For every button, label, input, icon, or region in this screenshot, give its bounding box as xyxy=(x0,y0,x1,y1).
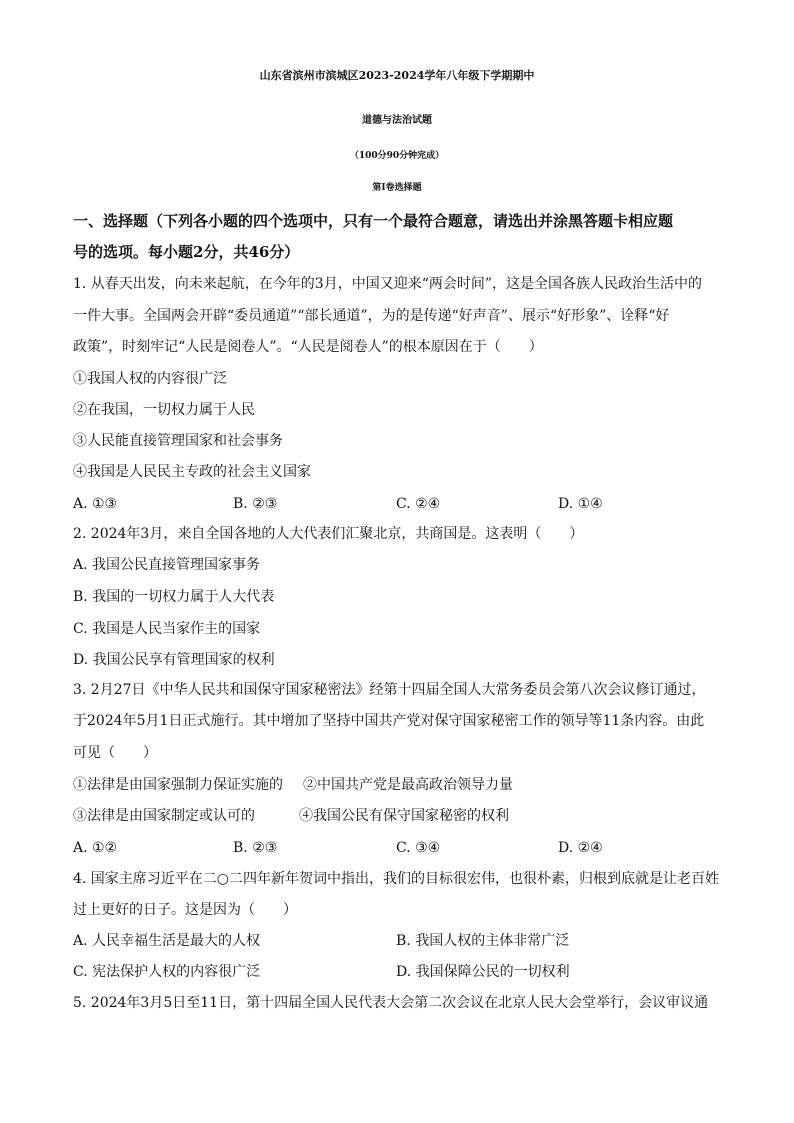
exam-title-line1: 山东省滨州市滨城区2023-2024学年八年级下学期期中 xyxy=(259,69,535,82)
question-1-item: ②在我国，一切权力属于人民 xyxy=(73,402,255,418)
question-1-item: ④我国是人民民主专政的社会主义国家 xyxy=(73,464,311,480)
question-1-option-b[interactable]: B. ②③ xyxy=(233,496,278,512)
question-3-stem: 于2024年5月1日正式施行。其中增加了坚持中国共产党对保守国家秘密工作的领导等11条内容。由此 xyxy=(73,713,705,729)
question-5-stem: 5. 2024年3月5日至11日，第十四届全国人民代表大会第二次会议在北京人民大会堂举行，会议审议通 xyxy=(73,995,709,1011)
question-2-option-a[interactable]: A. 我国公民直接管理国家事务 xyxy=(73,557,261,573)
question-2-stem: 2. 2024年3月，来自全国各地的人大代表们汇聚北京，共商国是。这表明（ ） xyxy=(73,526,584,542)
question-3-option-b[interactable]: B. ②③ xyxy=(233,840,278,856)
question-2-option-c[interactable]: C. 我国是人民当家作主的国家 xyxy=(73,621,261,637)
question-3-option-d[interactable]: D. ②④ xyxy=(558,840,603,856)
question-4-option-a[interactable]: A. 人民幸福生活是最大的人权 xyxy=(73,933,261,949)
question-3-option-a[interactable]: A. ①② xyxy=(73,840,118,856)
question-1-item: ①我国人权的内容很广泛 xyxy=(73,371,227,387)
section-heading: 第Ⅰ卷选择题 xyxy=(372,183,422,193)
question-1-stem: 1. 从春天出发，向未来起航，在今年的3月，中国又迎来“两会时间”，这是全国各族人民政治生活中的 xyxy=(73,276,703,292)
question-3-item: ④我国公民有保守国家秘密的权利 xyxy=(299,808,509,824)
question-1-item: ③人民能直接管理国家和社会事务 xyxy=(73,433,283,449)
instructions-line: 一、选择题（下列各小题的四个选项中，只有一个最符合题意，请选出并涂黑答题卡相应题 xyxy=(73,212,674,230)
question-3-item: ①法律是由国家强制力保证实施的 xyxy=(73,777,283,793)
instructions-line: 号的选项。每小题2分，共46分） xyxy=(73,243,300,261)
question-3-stem: 可见（ ） xyxy=(73,745,157,761)
exam-title-line2: 道德与法治试题 xyxy=(362,115,432,126)
question-4-option-b[interactable]: B. 我国人权的主体非常广泛 xyxy=(396,933,570,949)
question-1-stem: 政策”，时刻牢记“人民是阅卷人”。“人民是阅卷人”的根本原因在于（ ） xyxy=(73,339,543,355)
exam-subtitle: （100分90分钟完成） xyxy=(349,151,445,161)
question-4-stem: 4. 国家主席习近平在二○二四年新年贺词中指出，我们的目标很宏伟，也很朴素，归根到底就是让老百姓 xyxy=(73,871,720,887)
question-1-stem: 一件大事。全国两会开辟“委员通道”“部长通道”，为的是传递“好声音”、展示“好形象”、诠释“好 xyxy=(73,308,670,324)
question-3-stem: 3. 2月27日《中华人民共和国保守国家秘密法》经第十四届全国人大常务委员会第八次会议修订通过， xyxy=(73,682,706,698)
question-4-option-c[interactable]: C. 宪法保护人权的内容很广泛 xyxy=(73,964,261,980)
question-2-option-b[interactable]: B. 我国的一切权力属于人大代表 xyxy=(73,589,275,605)
question-1-option-d[interactable]: D. ①④ xyxy=(558,496,603,512)
question-1-option-a[interactable]: A. ①③ xyxy=(73,496,118,512)
question-3-option-c[interactable]: C. ③④ xyxy=(396,840,441,856)
question-1-option-c[interactable]: C. ②④ xyxy=(396,496,441,512)
question-2-option-d[interactable]: D. 我国公民享有管理国家的权利 xyxy=(73,652,275,668)
question-3-item: ②中国共产党是最高政治领导力量 xyxy=(303,777,513,793)
question-4-option-d[interactable]: D. 我国保障公民的一切权利 xyxy=(396,964,570,980)
question-4-stem: 过上更好的日子。这是因为（ ） xyxy=(73,902,297,918)
question-3-item: ③法律是由国家制定或认可的 xyxy=(73,808,255,824)
